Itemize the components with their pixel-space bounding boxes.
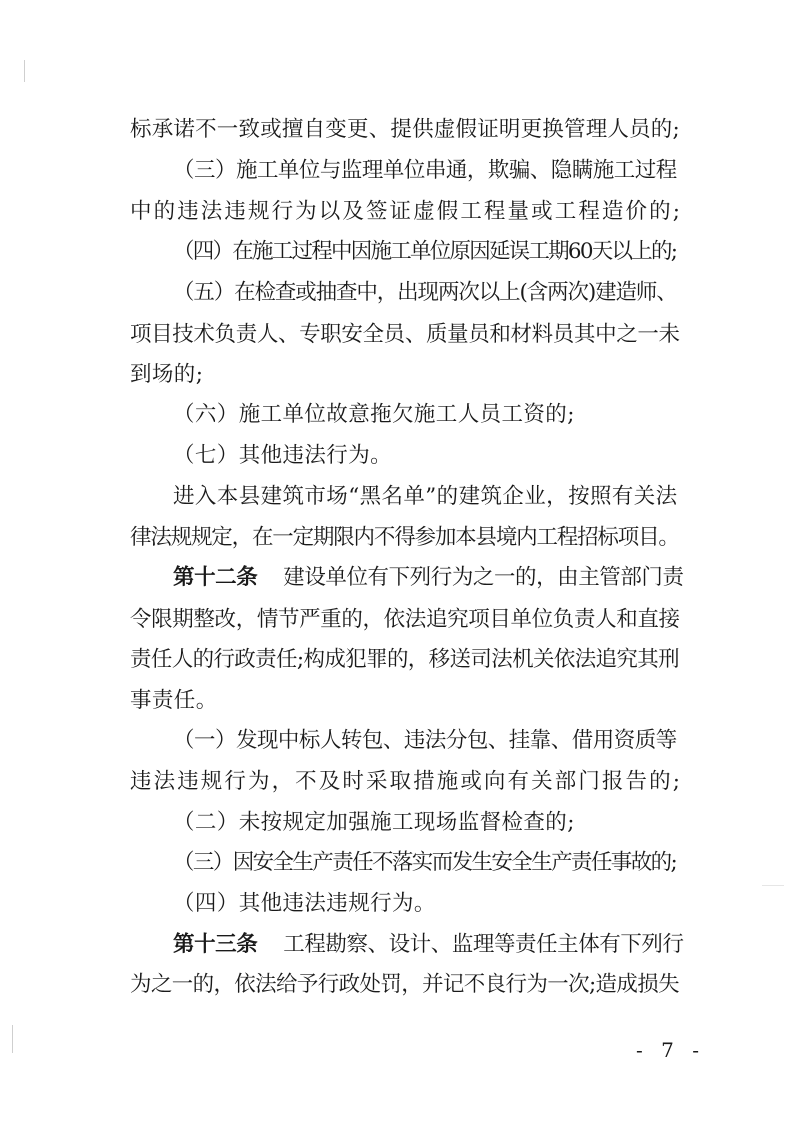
text-line: 为之一的，依法给予行政处罚，并记不良行为一次;造成损失: [130, 972, 680, 997]
text-line: （一）发现中标人转包、违法分包、挂靠、借用资质等: [173, 728, 677, 753]
text-line: （四）其他违法违规行为。: [173, 891, 436, 916]
text-line: 事责任。: [130, 688, 218, 713]
scan-mark: [12, 1025, 13, 1053]
text-line: 中的违法违规行为以及签证虚假工程量或工程造价的;: [130, 199, 683, 224]
article-text: 建设单位有下列行为之一的，由主管部门责: [283, 565, 684, 590]
article-text: 工程勘察、设计、监理等责任主体有下列行: [283, 932, 684, 957]
scan-mark: [24, 60, 25, 82]
text-line: 标承诺不一致或擅自变更、提供虚假证明更换管理人员的;: [130, 117, 680, 142]
text-line: 进入本县建筑市场“黑名单”的建筑企业，按照有关法: [173, 484, 678, 509]
text-line: 责任人的行政责任;构成犯罪的，移送司法机关依法追究其刑: [130, 647, 680, 672]
text-line: （二）未按规定加强施工现场监督检查的;: [173, 810, 575, 835]
article-12-heading-line: [173, 563, 684, 593]
page-number: - 7 -: [636, 1038, 705, 1062]
scan-mark: [762, 885, 784, 886]
text-line: （三）因安全生产责任不落实而发生安全生产责任事故的;: [173, 850, 677, 875]
text-line: 项目技术负责人、专职安全员、质量员和材料员其中之一未: [130, 322, 680, 347]
text-line: 到场的;: [130, 362, 204, 387]
article-label: 第十三条: [173, 932, 258, 957]
text-line: （六）施工单位故意拖欠施工人员工资的;: [173, 402, 575, 427]
text-line: 令限期整改，情节严重的，依法追究项目单位负责人和直接: [130, 607, 680, 632]
article-label: 第十二条: [173, 565, 258, 590]
text-line: （七）其他违法行为。: [173, 443, 393, 468]
text-line: （五）在检查或抽查中，出现两次以上(含两次)建造师、: [173, 280, 677, 305]
text-line: （三）施工单位与监理单位串通，欺骗、隐瞒施工过程: [173, 158, 677, 183]
text-line: （四）在施工过程中因施工单位原因延误工期60天以上的;: [173, 239, 677, 264]
text-line: 律法规规定，在一定期限内不得参加本县境内工程招标项目。: [130, 525, 679, 550]
article-13-heading-line: [173, 930, 684, 960]
text-line: 违法违规行为，不及时采取措施或向有关部门报告的;: [130, 769, 683, 794]
